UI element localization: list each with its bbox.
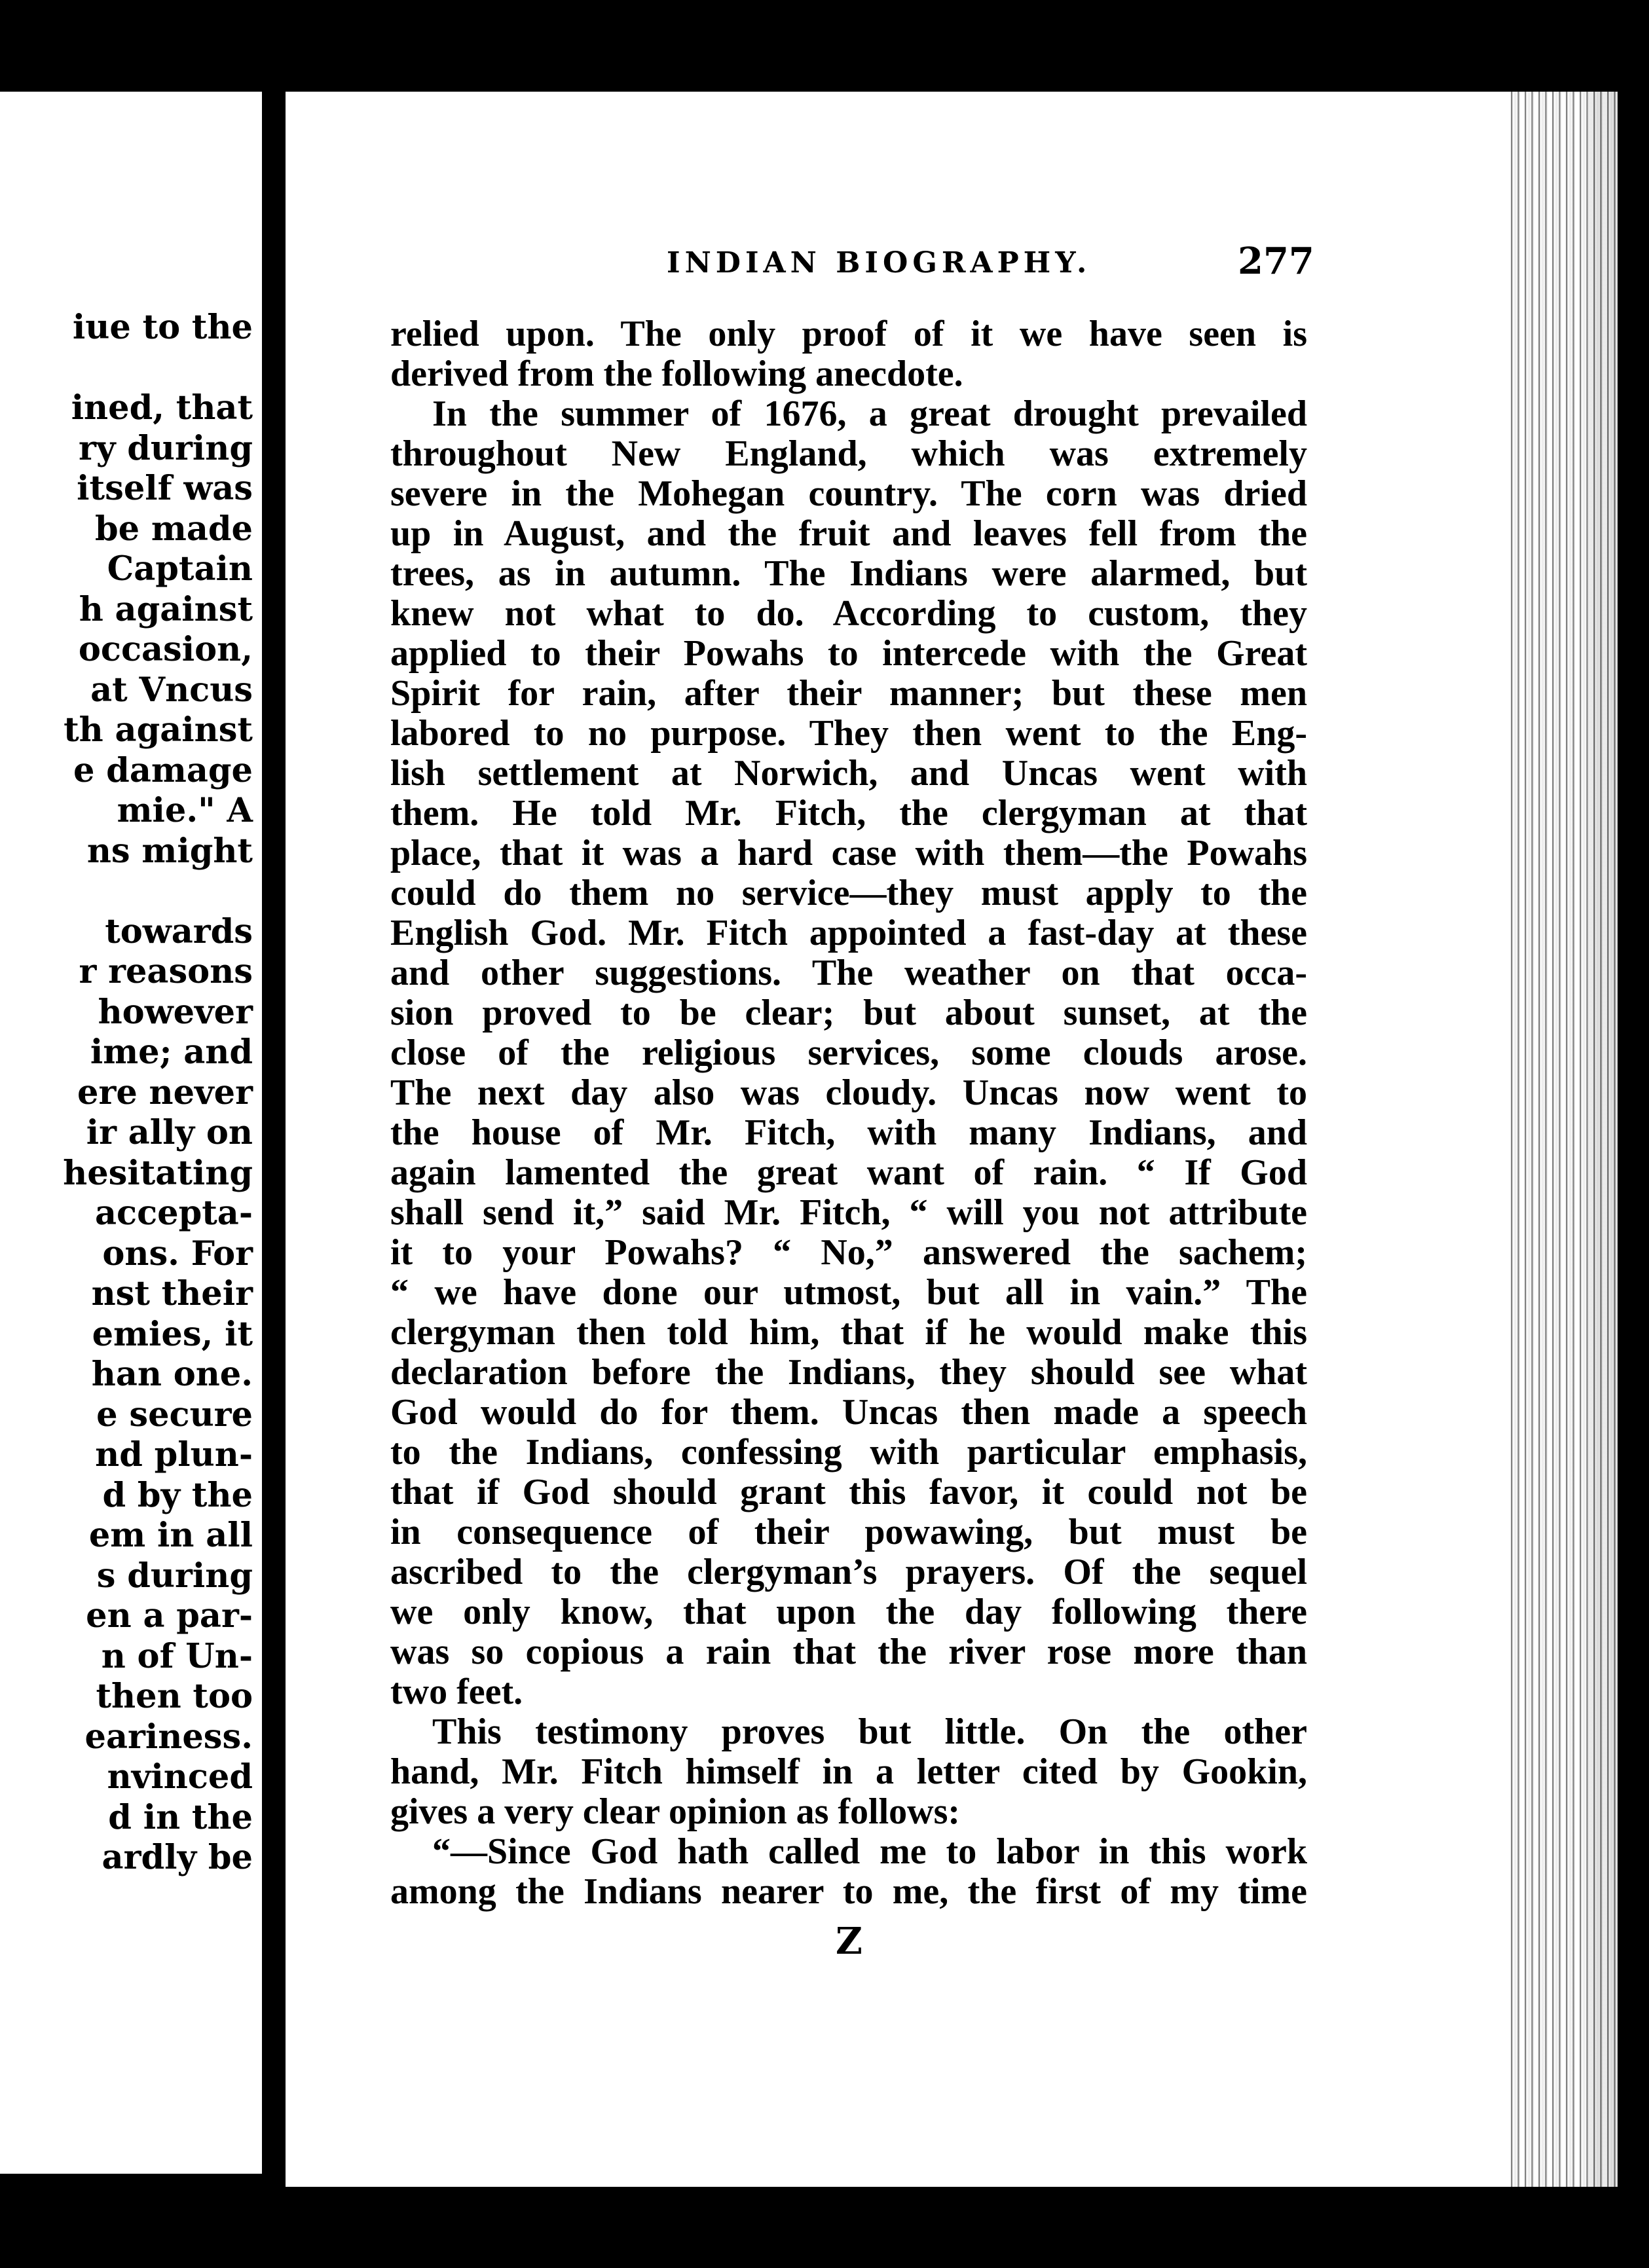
left-page-line: nvinced <box>107 1757 253 1797</box>
left-page-line: ry during <box>79 428 253 468</box>
left-page-line: ime; and <box>90 1033 253 1072</box>
text-line: In the summer of 1676, a great drought prevailed <box>432 393 1307 434</box>
text-line: and other suggestions. The weather on that occa- <box>390 953 1307 993</box>
left-page-line: ined, that <box>71 388 253 428</box>
left-page-line: r reasons <box>79 952 253 991</box>
text-line: labored to no purpose. They then went to the Eng- <box>390 713 1307 754</box>
text-line: two feet. <box>390 1672 523 1712</box>
left-page-line: mie." A <box>117 791 253 830</box>
left-page-line: emies, it <box>92 1314 253 1354</box>
signature-mark: Z <box>836 1920 862 1963</box>
left-page-line: at Vncus <box>90 670 253 710</box>
left-page-line: ons. For <box>102 1234 253 1273</box>
text-line: derived from the following anecdote. <box>390 354 963 394</box>
text-line: place, that it was a hard case with them—the Powahs <box>390 833 1307 873</box>
text-line: The next day also was cloudy. Uncas now went to <box>390 1072 1307 1113</box>
left-page-line: ardly be <box>102 1838 253 1877</box>
left-page-fragment <box>0 92 262 2174</box>
text-line: that if God should grant this favor, it could not be <box>390 1472 1307 1512</box>
text-line: again lamented the great want of rain. “ If God <box>390 1152 1307 1193</box>
left-page-line: d by the <box>102 1475 253 1515</box>
text-line: declaration before the Indians, they should see what <box>390 1352 1307 1393</box>
text-line: God would do for them. Uncas then made a speech <box>390 1392 1307 1433</box>
left-page-line: iue to the <box>72 308 253 347</box>
left-page-line: hesitating <box>63 1153 253 1193</box>
text-line: applied to their Powahs to intercede with the Great <box>390 633 1307 674</box>
left-page-line: eariness. <box>84 1717 253 1757</box>
left-page-line: however <box>98 992 253 1032</box>
text-line: lish settlement at Norwich, and Uncas went with <box>390 753 1307 794</box>
left-page-line: n of Un- <box>101 1636 253 1676</box>
text-line: to the Indians, confessing with particular emphasis, <box>390 1432 1307 1472</box>
text-line: it to your Powahs? “ No,” answered the sachem; <box>390 1232 1307 1273</box>
left-page-line: ir ally on <box>86 1113 253 1152</box>
book-gutter <box>262 85 286 2200</box>
left-page-line: ns might <box>86 831 253 871</box>
text-line: throughout New England, which was extremely <box>390 433 1307 474</box>
left-page-line: nst their <box>91 1274 253 1313</box>
text-line: ascribed to the clergyman’s prayers. Of the sequel <box>390 1552 1307 1592</box>
left-page-line: en a par- <box>86 1596 253 1636</box>
text-line: sion proved to be clear; but about sunset, at the <box>390 993 1307 1033</box>
left-page-line: h against <box>79 589 253 629</box>
left-page-line: Captain <box>107 549 253 589</box>
running-title: INDIAN BIOGRAPHY. <box>667 246 1092 280</box>
text-line: we only know, that upon the day following there <box>390 1592 1307 1632</box>
left-page-line: han one. <box>91 1355 253 1394</box>
text-line: clergyman then told him, that if he would make this <box>390 1312 1307 1353</box>
text-line: knew not what to do. According to custom, they <box>390 593 1307 634</box>
page-edge-shadow <box>1618 92 1649 2187</box>
text-line: in consequence of their powawing, but must be <box>390 1512 1307 1552</box>
page-number: 277 <box>1238 240 1314 283</box>
body-text <box>390 314 1307 1912</box>
text-line: “—Since God hath called me to labor in this work <box>432 1831 1307 1872</box>
left-page-line: accepta- <box>94 1194 253 1233</box>
text-line: trees, as in autumn. The Indians were alarmed, but <box>390 553 1307 594</box>
text-line: gives a very clear opinion as follows: <box>390 1791 961 1832</box>
left-page-line: e damage <box>73 750 253 790</box>
text-line: shall send it,” said Mr. Fitch, “ will you not attribute <box>390 1192 1307 1233</box>
left-page-line: then too <box>96 1677 253 1716</box>
left-page-line: e secure <box>96 1395 253 1435</box>
text-line: hand, Mr. Fitch himself in a letter cited by Gookin, <box>390 1751 1307 1792</box>
left-page-line: ere never <box>77 1072 253 1112</box>
text-line: Spirit for rain, after their manner; but these men <box>390 673 1307 714</box>
text-line: close of the religious services, some clouds arose. <box>390 1033 1307 1073</box>
text-line: could do them no service—they must apply to the <box>390 873 1307 913</box>
left-page-line: occasion, <box>78 630 253 669</box>
left-page-line: d in the <box>108 1797 253 1837</box>
text-line: was so copious a rain that the river rose more than <box>390 1632 1307 1672</box>
left-page-line: itself was <box>77 469 253 508</box>
text-line: English God. Mr. Fitch appointed a fast-day at these <box>390 913 1307 953</box>
text-line: This testimony proves but little. On the other <box>432 1711 1307 1752</box>
text-line: among the Indians nearer to me, the first of my time <box>390 1871 1307 1912</box>
text-line: severe in the Mohegan country. The corn was dried <box>390 473 1307 514</box>
left-page-line: s during <box>96 1556 253 1596</box>
left-page-line: th against <box>64 710 253 750</box>
left-page-line: em in all <box>88 1516 253 1555</box>
left-page-line: nd plun- <box>95 1435 253 1474</box>
text-line: up in August, and the fruit and leaves fell from the <box>390 513 1307 554</box>
text-line: the house of Mr. Fitch, with many Indians, and <box>390 1112 1307 1153</box>
text-line: “ we have done our utmost, but all in vain.” The <box>390 1272 1307 1313</box>
text-line: them. He told Mr. Fitch, the clergyman at that <box>390 793 1307 833</box>
text-line: relied upon. The only proof of it we have seen is <box>390 314 1307 354</box>
left-page-line: towards <box>105 911 253 951</box>
left-page-line: be made <box>95 509 253 549</box>
